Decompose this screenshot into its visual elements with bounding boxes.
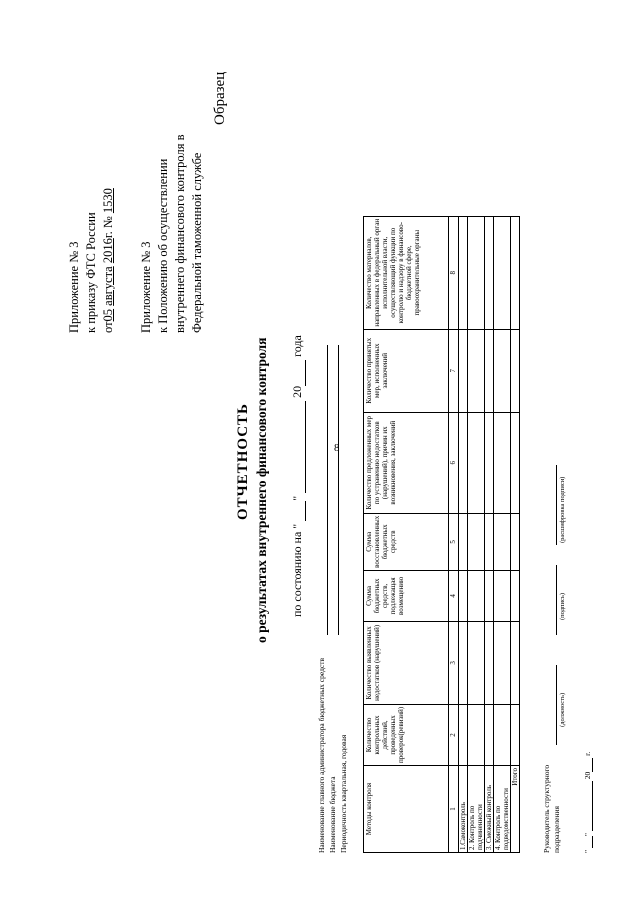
table-cell bbox=[468, 513, 485, 570]
page-number: 8 bbox=[334, 442, 340, 454]
as-of-year-blank bbox=[290, 360, 306, 386]
signature-head-line2: подразделения bbox=[552, 806, 561, 853]
row-label-departmental: 4. Контроль по подведомственности bbox=[494, 766, 511, 853]
table-cell bbox=[468, 621, 485, 704]
decoding-caption: (расшифровка подписи) bbox=[559, 476, 566, 543]
appendix-regulation-line2: к Положению об осуществлении bbox=[156, 158, 170, 333]
table-cell bbox=[494, 329, 511, 412]
table-cell bbox=[485, 570, 494, 621]
signature-date bbox=[583, 752, 593, 853]
header-accepted-measures: Количество принятых мер, исполненных заключений bbox=[364, 329, 449, 412]
table-cell bbox=[468, 412, 485, 513]
as-of-suffix: года bbox=[290, 335, 304, 357]
table-cell bbox=[511, 216, 520, 329]
table-cell bbox=[494, 412, 511, 513]
col-number: 1 bbox=[449, 766, 459, 853]
as-of-quote-close: " bbox=[290, 495, 304, 501]
table-cell bbox=[459, 216, 468, 329]
budget-name-line bbox=[338, 345, 339, 635]
table-cell bbox=[468, 329, 485, 412]
table-cell bbox=[494, 704, 511, 765]
table-cell bbox=[459, 704, 468, 765]
appendix-regulation-line3: внутреннего финансового контроля в bbox=[173, 134, 187, 333]
col-number: 7 bbox=[449, 329, 459, 412]
table-cell bbox=[511, 704, 520, 765]
report-title: ОТЧЕТНОСТЬ bbox=[235, 403, 251, 520]
date-month-blank bbox=[583, 781, 593, 831]
header-control-actions: Количество контрольных действий, проведенных проверок(ревизий) bbox=[364, 704, 449, 765]
table-header-row bbox=[364, 216, 449, 852]
date-year-blank bbox=[583, 758, 593, 772]
table-cell bbox=[468, 704, 485, 765]
signature-head-label bbox=[542, 765, 562, 853]
appendix-order-line1: Приложение № 3 bbox=[67, 241, 81, 333]
as-of-quote-open: " bbox=[290, 523, 304, 529]
table-cell bbox=[459, 621, 468, 704]
order-day: 05 bbox=[101, 308, 115, 322]
table-row bbox=[485, 216, 494, 852]
header-materials-sent: Количество материалов, направленных в федеральный орган исполнительной власти, осуществляющий функции по контролю и надзору в финансово-бюджетной сфере, правоохранительные органы bbox=[364, 216, 449, 329]
header-control-methods: Методы контроля bbox=[364, 766, 449, 853]
table-cell bbox=[494, 621, 511, 704]
header-amount-to-reimburse: Сумма бюджетных средств, подлежащая возмещению bbox=[364, 570, 449, 621]
as-of-day-blank bbox=[290, 501, 306, 521]
row-label-subordination: 2. Контроль по подчиненности bbox=[468, 766, 485, 853]
table-cell bbox=[468, 216, 485, 329]
table-cell bbox=[485, 216, 494, 329]
table-cell bbox=[459, 412, 468, 513]
table-cell bbox=[494, 513, 511, 570]
order-month: августа bbox=[101, 266, 115, 306]
position-line bbox=[556, 665, 557, 745]
sample-label: Образец bbox=[212, 71, 228, 125]
col-number: 5 bbox=[449, 513, 459, 570]
table-total-row bbox=[511, 216, 520, 852]
table-cell bbox=[494, 570, 511, 621]
table-row bbox=[459, 216, 468, 852]
appendix-regulation-block bbox=[138, 135, 206, 334]
appendix-order-block bbox=[66, 188, 117, 333]
table-row bbox=[468, 216, 485, 852]
meta-admin-label: Наименование главного администратора бюджетных средств bbox=[317, 657, 326, 853]
col-number: 2 bbox=[449, 704, 459, 765]
admin-name-line bbox=[327, 345, 328, 635]
column-number-row bbox=[449, 216, 459, 852]
col-number: 8 bbox=[449, 216, 459, 329]
table-cell bbox=[511, 412, 520, 513]
date-day-blank bbox=[583, 836, 593, 848]
table-cell bbox=[459, 570, 468, 621]
meta-periodicity-label: Периодичность квартальная, годовая bbox=[339, 734, 348, 853]
table-cell bbox=[511, 513, 520, 570]
appendix-order-date-line bbox=[100, 188, 117, 333]
as-of-line bbox=[290, 335, 306, 617]
col-number: 6 bbox=[449, 412, 459, 513]
as-of-prefix: по состоянию на bbox=[290, 531, 304, 617]
order-number: 1530 bbox=[101, 188, 115, 214]
date-year: 20 bbox=[583, 771, 592, 780]
date-quote-open: " bbox=[583, 849, 592, 853]
row-label-total: Итого bbox=[511, 766, 520, 853]
table-cell bbox=[485, 704, 494, 765]
appendix-regulation-line4: Федеральной таможенной службе bbox=[190, 152, 204, 333]
order-year: 2016 bbox=[101, 238, 115, 264]
as-of-century: 20 bbox=[290, 385, 304, 398]
table-row bbox=[494, 216, 511, 852]
table-cell bbox=[485, 621, 494, 704]
table-cell bbox=[459, 513, 468, 570]
signature-line bbox=[556, 565, 557, 635]
date-quote-close: " bbox=[583, 833, 592, 837]
table-cell bbox=[511, 329, 520, 412]
meta-budget-label: Наименование бюджета bbox=[328, 776, 337, 853]
report-table bbox=[363, 216, 520, 853]
report-subtitle: о результатах внутреннего финансового контроля bbox=[254, 337, 269, 643]
position-caption: (должность) bbox=[559, 692, 566, 727]
date-suffix: г. bbox=[583, 751, 592, 756]
table-cell bbox=[485, 412, 494, 513]
table-cell bbox=[494, 216, 511, 329]
col-number: 3 bbox=[449, 621, 459, 704]
table-cell bbox=[485, 513, 494, 570]
table-cell bbox=[511, 570, 520, 621]
decoding-line bbox=[556, 465, 557, 545]
date-prefix: от bbox=[101, 321, 115, 333]
table-cell bbox=[511, 621, 520, 704]
meta-block bbox=[316, 658, 349, 853]
row-label-adjacent: 3. Смежный контроль bbox=[485, 766, 494, 853]
signature-head-line1: Руководитель структурного bbox=[542, 764, 551, 853]
header-proposed-measures: Количество предложенных мер по устранению недостатков (нарушений), причин их возникновения, заключений bbox=[364, 412, 449, 513]
as-of-month-blank bbox=[290, 401, 306, 493]
appendix-order-line2: к приказу ФТС России bbox=[84, 212, 98, 333]
col-number: 4 bbox=[449, 570, 459, 621]
table-cell bbox=[459, 329, 468, 412]
table-cell bbox=[485, 329, 494, 412]
appendix-regulation-line1: Приложение № 3 bbox=[139, 241, 153, 333]
table-cell bbox=[468, 570, 485, 621]
row-label-self-control: 1.Самоконтроль bbox=[459, 766, 468, 853]
order-year-suffix: г. № bbox=[101, 216, 115, 239]
header-amount-restored: Сумма восстановленных бюджетных средств bbox=[364, 513, 449, 570]
signature-caption: (подпись) bbox=[559, 593, 566, 620]
header-deficiencies: Количество выявленных недостатков (нарушений) bbox=[364, 621, 449, 704]
